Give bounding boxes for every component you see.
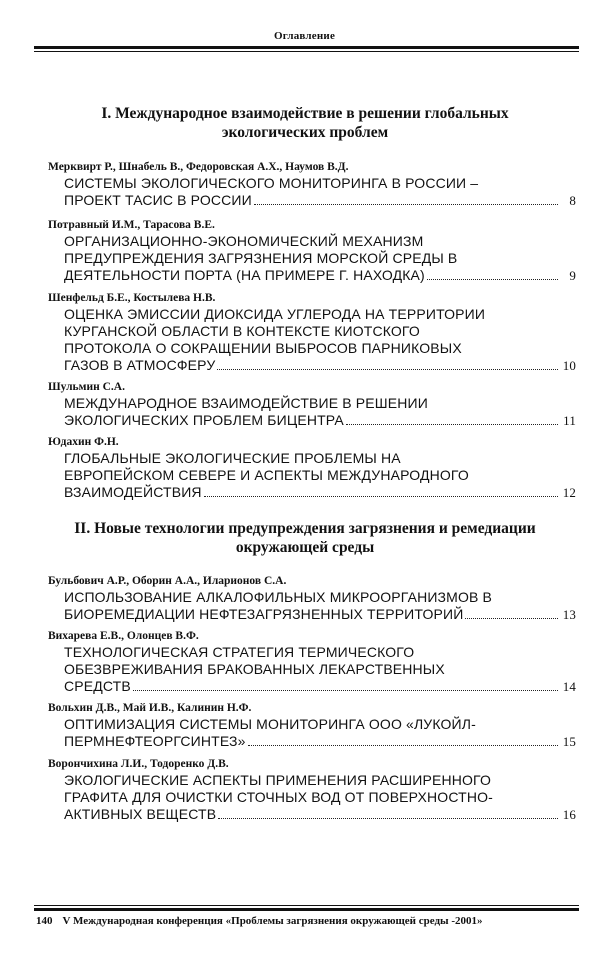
section-2-title: II. Новые технологии предупреждения загрязнения и ремедиации окружающей среды [74, 520, 536, 556]
footer-rule-thin [34, 905, 579, 906]
entry-title-line: ИСПОЛЬЗОВАНИЕ АЛКАЛОФИЛЬНЫХ МИКРООРГАНИЗМОВ В [64, 589, 493, 605]
toc-entry[interactable] [48, 218, 576, 284]
section-1-title: I. Международное взаимодействие в решении глобальных экологических проблем [101, 105, 509, 141]
dot-leader [204, 495, 558, 497]
entry-title-last-line: ЭКОЛОГИЧЕСКИХ ПРОБЛЕМ БИЦЕНТРА 11 [64, 412, 576, 428]
entry-title-line: ОБЕЗВРЕЖИВАНИЯ БРАКОВАННЫХ ЛЕКАРСТВЕННЫХ [64, 661, 445, 677]
entry-authors: Вольхин Д.В., Май И.В., Калинин Н.Ф. [48, 702, 252, 714]
entry-page-number: 8 [569, 193, 576, 208]
entry-title-last-line: ПЕРМНЕФТЕОРГСИНТЕЗ» 15 [64, 733, 576, 749]
entry-authors: Шенфельд Б.Е., Костылева Н.В. [48, 292, 216, 304]
entry-title-last-line: СРЕДСТВ 14 [64, 678, 576, 694]
dot-leader [254, 203, 558, 205]
conference-title: V Международная конференция «Проблемы загрязнения окружающей среды -2001» [62, 915, 483, 927]
header-rule-thick [34, 46, 579, 49]
entry-title-line: ОРГАНИЗАЦИОННО-ЭКОНОМИЧЕСКИЙ МЕХАНИЗМ [64, 233, 424, 249]
entry-title-line: ТЕХНОЛОГИЧЕСКАЯ СТРАТЕГИЯ ТЕРМИЧЕСКОГО [64, 644, 415, 660]
toc-entry[interactable] [48, 160, 576, 209]
entry-title-line: КУРГАНСКОЙ ОБЛАСТИ В КОНТЕКСТЕ КИОТСКОГО [64, 323, 420, 339]
entry-title-last-line: ПРОЕКТ ТАСИС В РОССИИ 8 [64, 192, 576, 208]
dot-leader [427, 278, 558, 280]
entry-page-number: 11 [563, 413, 576, 428]
toc-entry[interactable] [48, 380, 576, 429]
entry-authors: Ворончихина Л.И., Тодоренко Д.В. [48, 758, 229, 770]
entry-authors: Потравный И.М., Тарасова В.Е. [48, 219, 215, 231]
running-footer [36, 915, 483, 927]
dot-leader [346, 423, 558, 425]
toc-entry[interactable] [48, 435, 576, 501]
footer-rule-thick [34, 908, 579, 911]
toc-entry[interactable] [48, 574, 576, 623]
dot-leader [133, 689, 558, 691]
entry-title-line: ОПТИМИЗАЦИЯ СИСТЕМЫ МОНИТОРИНГА ООО «ЛУКОЙЛ- [64, 716, 476, 732]
entry-title-line: ПРОТОКОЛА О СОКРАЩЕНИИ ВЫБРОСОВ ПАРНИКОВЫХ [64, 340, 462, 356]
entry-title-line: СИСТЕМЫ ЭКОЛОГИЧЕСКОГО МОНИТОРИНГА В РОССИИ – [64, 175, 479, 191]
entry-authors: Бульбович А.Р., Оборин А.А., Иларионов С.А. [48, 575, 287, 587]
running-header: Оглавление [273, 30, 336, 42]
toc-entry[interactable] [48, 701, 576, 750]
entry-page-number: 10 [562, 358, 576, 373]
toc-entry[interactable] [48, 629, 576, 695]
entry-page-number: 14 [562, 679, 576, 694]
entry-title-line: ГЛОБАЛЬНЫЕ ЭКОЛОГИЧЕСКИЕ ПРОБЛЕМЫ НА [64, 450, 401, 466]
entry-title-line: ОЦЕНКА ЭМИССИИ ДИОКСИДА УГЛЕРОДА НА ТЕРРИТОРИИ [64, 306, 486, 322]
entry-title-line: ГРАФИТА ДЛЯ ОЧИСТКИ СТОЧНЫХ ВОД ОТ ПОВЕРХНОСТНО- [64, 789, 493, 805]
entry-page-number: 15 [562, 734, 576, 749]
toc-entry[interactable] [48, 757, 576, 823]
entry-page-number: 12 [562, 485, 576, 500]
entry-title-line: МЕЖДУНАРОДНОЕ ВЗАИМОДЕЙСТВИЕ В РЕШЕНИИ [64, 395, 428, 411]
dot-leader [248, 744, 558, 746]
header-rule-thin [34, 51, 579, 52]
dot-leader [465, 617, 558, 619]
entry-authors: Шульмин С.А. [48, 381, 125, 393]
entry-title-last-line: ГАЗОВ В АТМОСФЕРУ 10 [64, 357, 576, 373]
entry-authors: Мерквирт Р., Шнабель В., Федоровская А.Х., Наумов В.Д. [48, 161, 349, 173]
entry-page-number: 13 [562, 607, 576, 622]
entry-title-line: ПРЕДУПРЕЖДЕНИЯ ЗАГРЯЗНЕНИЯ МОРСКОЙ СРЕДЫ В [64, 250, 458, 266]
dot-leader [217, 368, 558, 370]
entry-title-last-line: ДЕЯТЕЛЬНОСТИ ПОРТА (НА ПРИМЕРЕ Г. НАХОДКА) 9 [64, 267, 576, 283]
entry-title-last-line: БИОРЕМЕДИАЦИИ НЕФТЕЗАГРЯЗНЕННЫХ ТЕРРИТОРИЙ 13 [64, 606, 576, 622]
entry-title-last-line: ВЗАИМОДЕЙСТВИЯ 12 [64, 484, 576, 500]
toc-entry[interactable] [48, 291, 576, 374]
entry-title-last-line: АКТИВНЫХ ВЕЩЕСТВ 16 [64, 806, 576, 822]
entry-authors: Юдахин Ф.Н. [48, 436, 119, 448]
entry-page-number: 16 [562, 807, 576, 822]
dot-leader [218, 817, 558, 819]
entry-title-line: ЕВРОПЕЙСКОМ СЕВЕРЕ И АСПЕКТЫ МЕЖДУНАРОДНОГО [64, 467, 469, 483]
entry-authors: Вихарева Е.В., Олонцев В.Ф. [48, 630, 199, 642]
entry-page-number: 9 [569, 268, 576, 283]
folio-page-number: 140 [36, 915, 53, 927]
entry-title-line: ЭКОЛОГИЧЕСКИЕ АСПЕКТЫ ПРИМЕНЕНИЯ РАСШИРЕННОГО [64, 772, 492, 788]
